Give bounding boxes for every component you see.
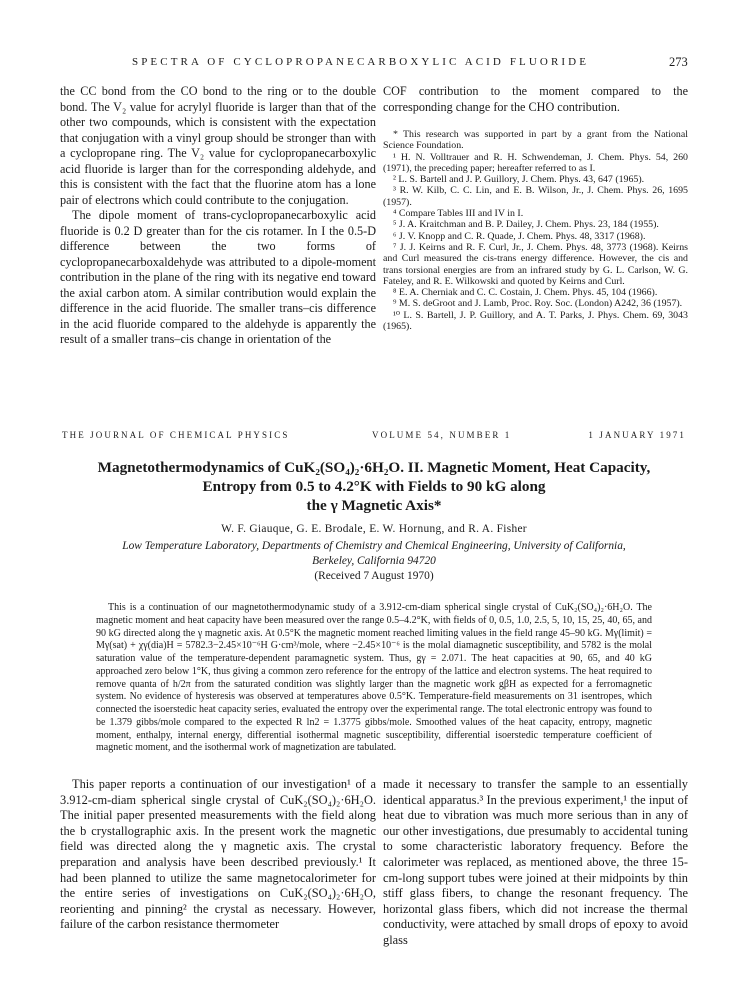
footnote: ¹ H. N. Volltrauer and R. H. Schwendeman, J. Chem. Phys. 54, 260 (1971), the preceding paper; hereafter referred to as I. xyxy=(383,151,688,174)
top-left-column xyxy=(60,84,376,348)
affiliation xyxy=(60,539,688,569)
journal-line xyxy=(62,430,686,444)
paragraph: the CC bond from the CO bond to the ring or to the double bond. The V₂ value for acrylyl fluoride is larger than that of the other two compounds, which is consistent with the expectation that conjugation with a vinyl group should be stronger than with a cyclopropane ring. The V₂ value for cyclopropanecarboxylic acid fluoride is larger than for the corresponding aldehyde, and this is consistent with the fact that the fluorine atom has a lone pair of electrons which could contribute to the conjugation. xyxy=(60,84,376,207)
footnote: ³ R. W. Kilb, C. C. Lin, and E. B. Wilson, Jr., J. Chem. Phys. 26, 1695 (1957). xyxy=(383,185,688,208)
paragraph: This paper reports a continuation of our investigation¹ of a 3.912-cm-diam spherical single crystal of CuK₂(SO₄)₂·6H₂O. The initial paper presented measurements with the field along the b crystallographic axis. In the present work the magnetic field was directed along the γ magnetic axis. The crystal preparation and analysis have been described previously.¹ It had been planned to utilize the same magnetocalorimeter for the entire series of investigations on CuK₂(SO₄)₂·6H₂O, reorienting and pinning² the crystal as necessary. However, failure of the carbon resistance thermometer xyxy=(60,777,376,932)
journal-name: THE JOURNAL OF CHEMICAL PHYSICS xyxy=(62,430,290,440)
footnote: ⁴ Compare Tables III and IV in I. xyxy=(393,208,524,220)
footnotes xyxy=(383,129,688,332)
received-date: (Received 7 August 1970) xyxy=(314,570,434,582)
top-right-column xyxy=(383,84,688,332)
affiliation-line: Low Temperature Laboratory, Departments of Chemistry and Chemical Engineering, University of California, xyxy=(122,540,626,552)
footnote: ⁸ E. A. Cherniak and C. C. Costain, J. Chem. Phys. 45, 104 (1966). xyxy=(393,287,658,299)
affiliation-line: Berkeley, California 94720 xyxy=(312,555,436,567)
footnote: ⁷ J. J. Keirns and R. F. Curl, Jr., J. Chem. Phys. 48, 3773 (1968). Keirns and Curl measured the cis-trans energy difference. However, the cis and trans torsional energies are from an infrared study by G. L. Carlson, W. G. Fateley, and R. E. Wilkowski and quoted by Keirns and Curl. xyxy=(383,241,688,287)
footnote: ⁹ M. S. deGroot and J. Lamb, Proc. Roy. Soc. (London) A242, 36 (1957). xyxy=(393,298,683,310)
running-head-title: SPECTRA OF CYCLOPROPANECARBOXYLIC ACID FLUORIDE xyxy=(132,56,590,68)
page-number: 273 xyxy=(669,55,688,69)
paragraph: The dipole moment of trans-cyclopropanecarboxylic acid fluoride is 0.2 D greater than for the cis rotamer. In I the 0.5-D difference between the two forms of cyclopropanecarboxaldehyde was attributed to a dipole-moment contribution in the plane of the ring with its negative end toward the axial carbon atom. A similar contribution would explain the difference in the acid fluoride. The smaller trans–cis difference in the acid fluoride compared to the aldehyde is apparently the result of a smaller trans–cis change in orientation of the xyxy=(60,208,376,346)
authors: W. F. Giauque, G. E. Brodale, E. W. Hornung, and R. A. Fisher xyxy=(221,523,527,535)
issue-date: 1 JANUARY 1971 xyxy=(588,430,686,440)
article-title xyxy=(48,458,700,515)
title-line: Entropy from 0.5 to 4.2°K with Fields to 90 kG along xyxy=(202,478,546,495)
volume-number: VOLUME 54, NUMBER 1 xyxy=(372,430,512,440)
title-line: the γ Magnetic Axis* xyxy=(306,497,442,514)
footnote: ² L. S. Bartell and J. P. Guillory, J. Chem. Phys. 43, 647 (1965). xyxy=(393,174,645,186)
footnote: ¹⁰ L. S. Bartell, J. P. Guillory, and A. T. Parks, J. Phys. Chem. 69, 3043 (1965). xyxy=(383,309,688,333)
abstract xyxy=(96,602,652,755)
footnote: ⁵ J. A. Kraitchman and B. P. Dailey, J. Chem. Phys. 23, 184 (1955). xyxy=(393,219,659,231)
paragraph: COF contribution to the moment compared to the corresponding change for the CHO contribution. xyxy=(383,84,688,114)
footnote: * This research was supported in part by a grant from the National Science Foundation. xyxy=(383,129,688,152)
running-head xyxy=(0,56,748,72)
bottom-left-column xyxy=(60,777,376,933)
title-line: Magnetothermodynamics of CuK₂(SO₄)₂·6H₂O. II. Magnetic Moment, Heat Capacity, xyxy=(97,459,651,476)
footnote: ⁶ J. V. Knopp and C. R. Quade, J. Chem. Phys. 48, 3317 (1968). xyxy=(393,230,646,242)
bottom-right-column xyxy=(383,777,688,949)
abstract-text: This is a continuation of our magnetothermodynamic study of a 3.912-cm-diam spherical single crystal of CuK₂(SO₄)₂·6H₂O. The magnetic moment and heat capacity have been measured over the range 0.5–4.2°K, with fields of 0, 0.5, 1.0, 2.5, 5, 10, 15, 25, 40, 65, and 90 kG directed along the γ magnetic axis. At 0.5°K the magnetic moment reached limiting values in the field range 45–90 kG. Mγ(limit) = Mγ(sat) + χγ(dia)H = 5782.3−2.45×10⁻⁶H G·cm³/mole, where −2.45×10⁻⁶ is the molal diamagnetic susceptibility, and 5782 is the molal saturation value of the temperature-dependent paramagnetic system. Thus, gγ = 2.071. The heat capacities at 90, 65, and 40 kG approached zero below 1°K, thus giving a common zero reference for the entropy of the lattice and electron systems. The heat required to remove quanta of h/2π from the saturated condition was slightly larger than the magnetic work gβH as expected for a ferromagnetic system. No evidence of hysteresis was observed at temperatures above 0.5°K. Temperature-field measurements on 31 isentropes, which connected the isoerstedic heat capacity series, evaluated the entropy over the experimental range. The total electronic entropy was found to be 1.379 gibbs/mole compared to the expected R ln2 = 1.3775 gibbs/mole. Smoothed values of the heat capacity, entropy, magnetic moment, enthalpy, internal energy, differential isothermal magnetic susceptibility, differential isoerstedic temperature coefficient of magnetic moment, and the isothermal work of magnetization are tabulated. xyxy=(96,602,652,754)
paragraph: made it necessary to transfer the sample to an essentially identical apparatus.³ In the previous experiment,¹ the input of heat due to vibration was much more serious than in any of our other investigations, due presumably to accidental tuning to some characteristic laboratory frequency. Before the calorimeter was replaced, as mentioned above, the three 15-cm-long support tubes were joined at their midpoints by thin stiff glass fibers, to change the resonant frequency. The horizontal glass fibers, which did not increase the thermal conductivity, were attached by small drops of epoxy to avoid glass xyxy=(383,777,688,947)
